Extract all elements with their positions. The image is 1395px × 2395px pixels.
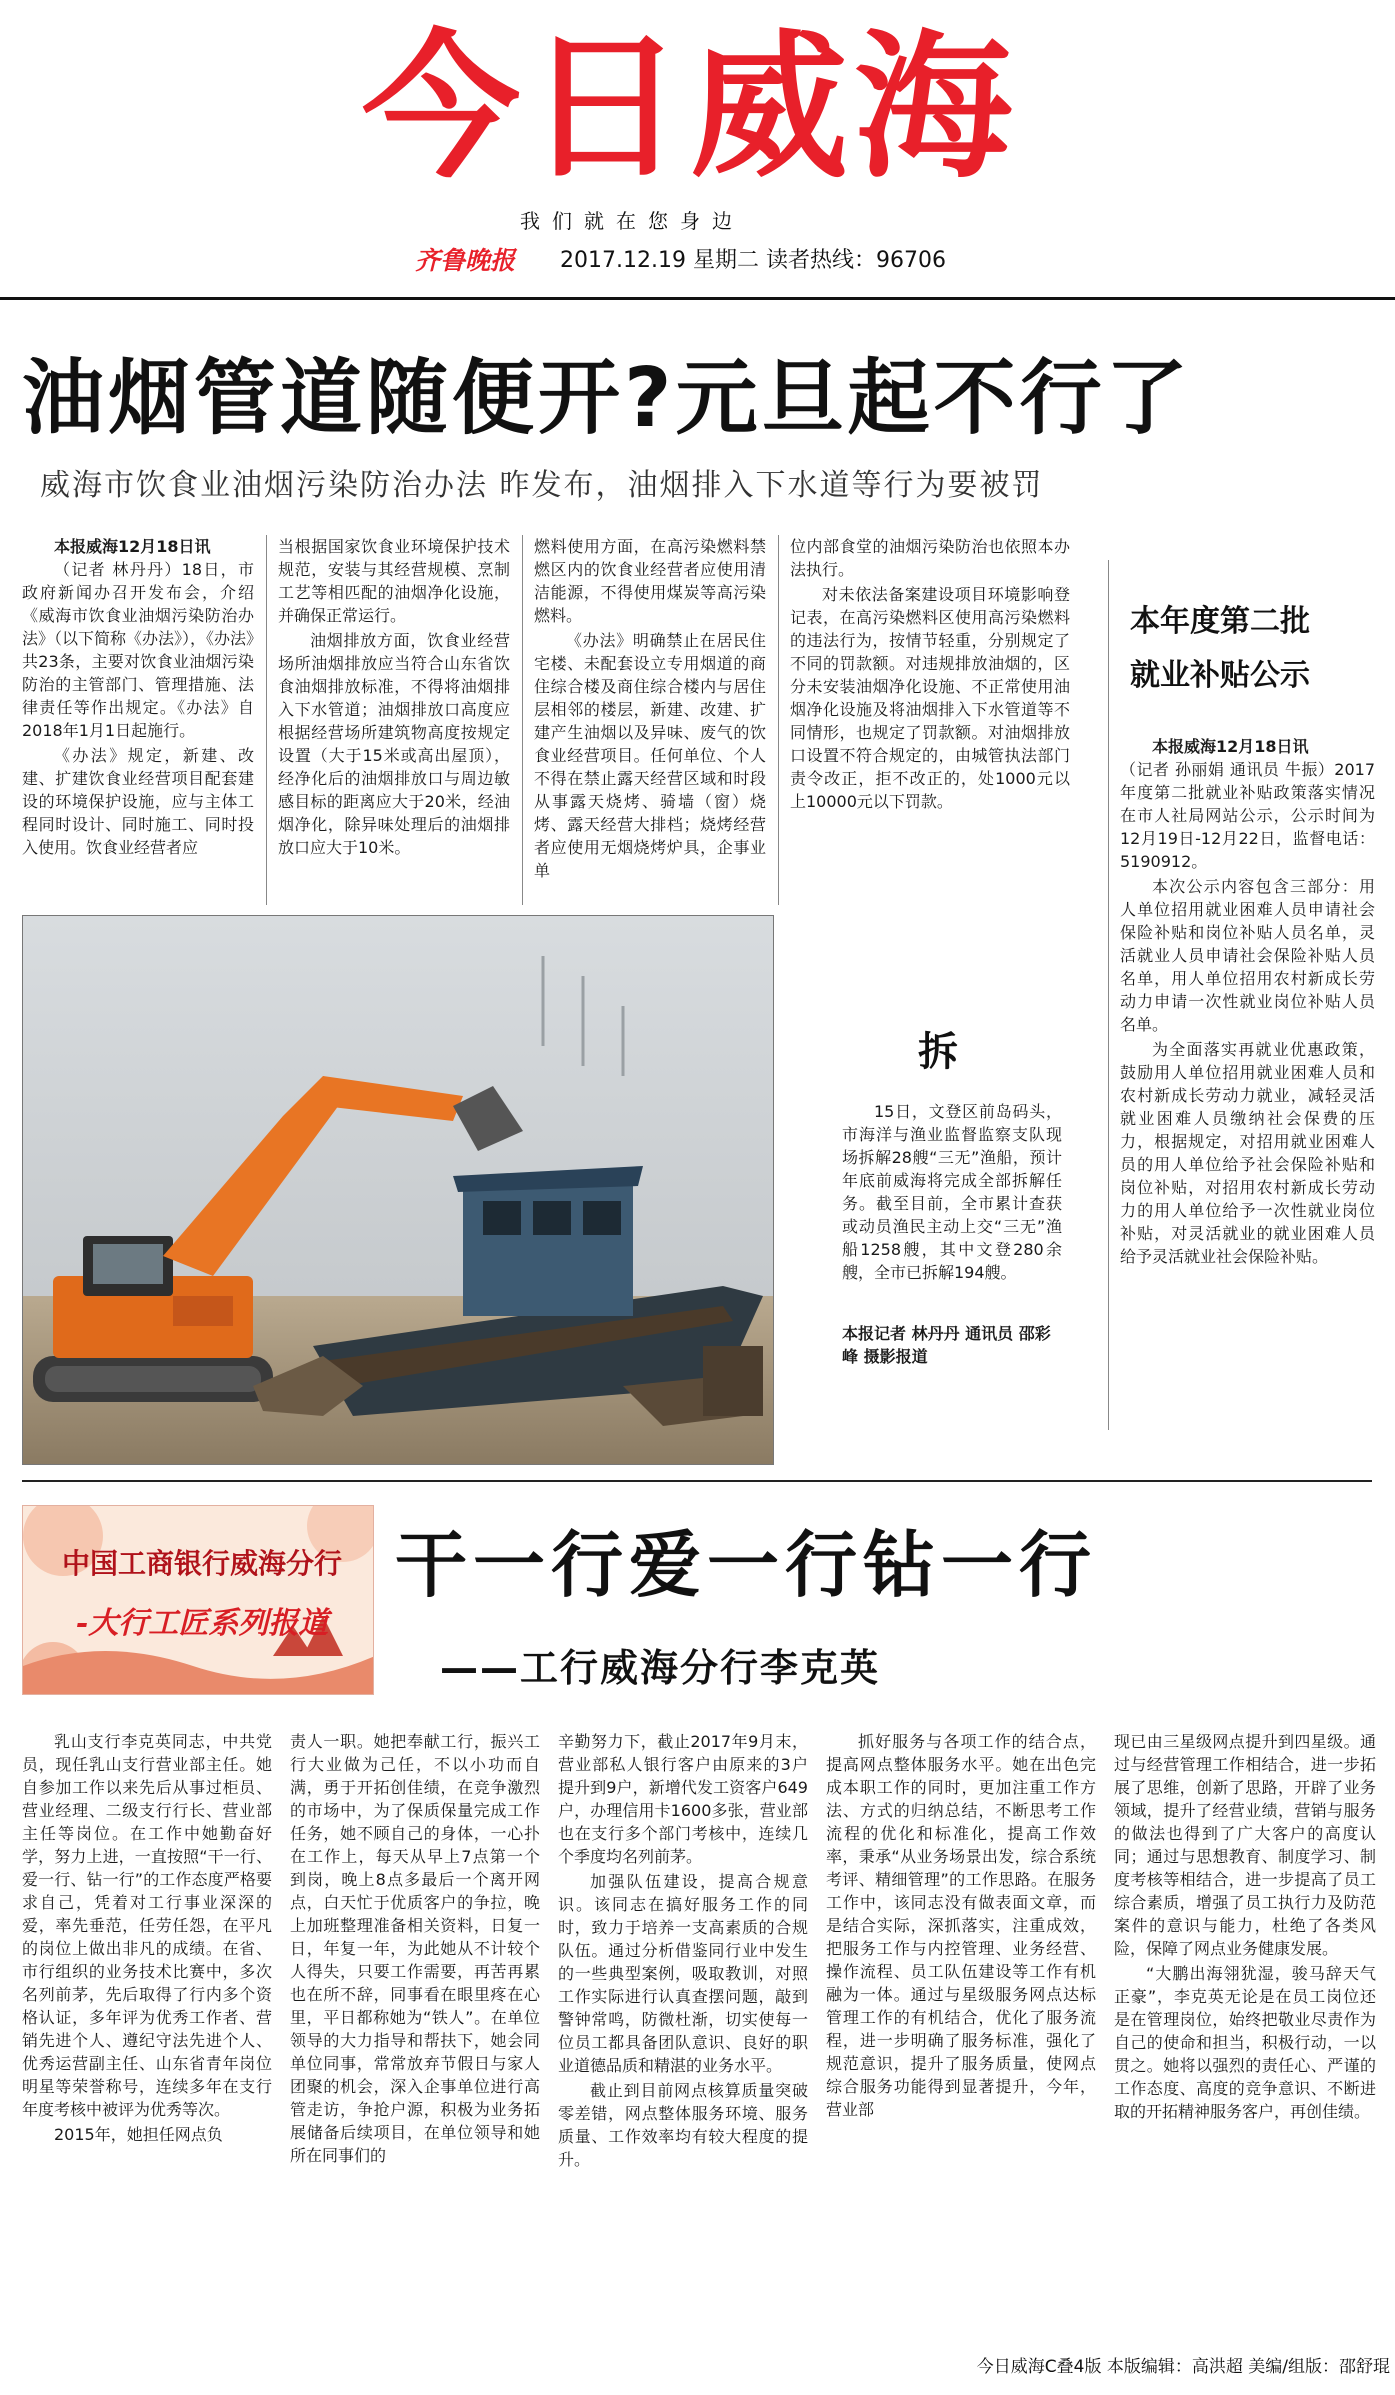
sidebar-paragraph: （记者 孙丽娟 通讯员 牛振）2017年度第二批就业补贴政策落实情况在市人社局网站公示，公示时间为12月19日-12月22日，监督电话：5190912。 bbox=[1120, 760, 1375, 871]
lead-column-3 bbox=[534, 535, 766, 905]
section-divider bbox=[22, 1480, 1372, 1482]
feature-paragraph: 现已由三星级网点提升到四星级。通过与经营管理工作相结合，进一步拓展了思维，创新了思路，开辟了业务领域，提升了经营业绩，营销与服务的做法也得到了广大客户的高度认同；通过与思想教育、制度学习、制度考核等相结合，进一步提高了员工综合素质，增强了员工执行力及防范案件的意识与能力，杜绝了各类风险，保障了网点业务健康发展。 bbox=[1114, 1732, 1376, 1958]
feature-subtitle: ——工行威海分行李克英 bbox=[440, 1646, 881, 1690]
lead-paragraph: 当根据国家饮食业环境保护技术规范，安装与其经营规模、烹制工艺等相匹配的油烟净化设施，并确保正常运行。 bbox=[278, 537, 510, 625]
page-footer: 今日威海C叠4版 本版编辑：高洪超 美编/组版：邵舒琨 bbox=[976, 2357, 1390, 2377]
lead-paragraph: （记者 林丹丹）18日，市政府新闻办召开发布会，介绍《威海市饮食业油烟污染防治办法》（以下简称《办法》），《办法》共23条，主要对饮食业油烟污染防治的主管部门、管理措施、法律责任等作出规定。《办法》自2018年1月1日起施行。 bbox=[22, 560, 254, 740]
sidebar-title-line: 本年度第二批 bbox=[1130, 604, 1310, 639]
feature-column-5 bbox=[1114, 1730, 1376, 2340]
lead-headline: 油烟管道随便开?元旦起不行了 bbox=[22, 351, 1192, 446]
feature-column-2 bbox=[290, 1730, 540, 2340]
date-line: 2017.12.19 星期二 读者热线：96706 bbox=[560, 248, 946, 273]
feature-column-4 bbox=[826, 1730, 1096, 2340]
feature-column-3 bbox=[558, 1730, 808, 2340]
feature-paragraph: 加强队伍建设，提高合规意识。该同志在搞好服务工作的同时，致力于培养一支高素质的合规队伍。通过分析借鉴同行业中发生的一些典型案例，吸取教训，对照工作实际进行认真查摆问题，敲到警钟常鸣，防微杜渐，切实使每一位员工都具备团队意识、良好的职业道德品质和精湛的业务水平。 bbox=[558, 1872, 808, 2075]
sidebar-body bbox=[1120, 735, 1375, 1435]
photo-caption-credit: 本报记者 林丹丹 通讯员 邵彩峰 摄影报道 bbox=[842, 1324, 1051, 1366]
sidebar-paragraph: 本次公示内容包含三部分：用人单位招用就业困难人员申请社会保险补贴和岗位补贴人员名单，灵活就业人员申请社会保险补贴人员名单，用人单位招用农村新成长劳动力申请一次性就业岗位补贴人员名单。 bbox=[1120, 877, 1375, 1034]
masthead-divider bbox=[0, 297, 1395, 300]
sidebar-title-line: 就业补贴公示 bbox=[1130, 658, 1310, 693]
lead-column-4 bbox=[790, 535, 1070, 905]
icbc-series-banner bbox=[22, 1505, 374, 1695]
sidebar-divider bbox=[1108, 560, 1109, 1430]
banner-bank-name: 中国工商银行威海分行 bbox=[61, 1547, 342, 1580]
column-divider bbox=[778, 535, 779, 905]
feature-title: 干一行爱一行钻一行 bbox=[395, 1523, 1098, 1607]
feature-paragraph: 辛勤努力下，截止2017年9月末，营业部私人银行客户由原来的3户提升到9户，新增代发工资客户649户，办理信用卡1600多张，营业部也在支行多个部门考核中，连续几个季度均名列前茅。 bbox=[558, 1732, 808, 1866]
lead-paragraph: 燃料使用方面，在高污染燃料禁燃区内的饮食业经营者应使用清洁能源，不得使用煤炭等高污染燃料。 bbox=[534, 537, 766, 625]
feature-paragraph: 2015年，她担任网点负 bbox=[54, 2125, 223, 2144]
masthead-slogan: 我们就在您身边 bbox=[520, 209, 744, 233]
sidebar-paragraph: 为全面落实再就业优惠政策，鼓励用人单位招用就业困难人员和农村新成长劳动力就业，减轻灵活就业困难人员缴纳社会保费的压力，根据规定，对招用就业困难人员的用人单位给予社会保险补贴和岗位补贴，对招用农村新成长劳动力的用人单位给予一次性就业岗位补贴，对灵活就业的就业困难人员给予灵活就业社会保险补贴。 bbox=[1120, 1040, 1375, 1266]
column-divider bbox=[266, 535, 267, 905]
lead-subhead: 威海市饮食业油烟污染防治办法 昨发布，油烟排入下水道等行为要被罚 bbox=[40, 468, 1044, 503]
photo-caption-title: 拆 bbox=[918, 1029, 958, 1075]
lead-byline: 本报威海12月18日讯 bbox=[54, 537, 211, 556]
sidebar-title bbox=[1130, 595, 1370, 705]
lead-paragraph: 《办法》规定，新建、改建、扩建饮食业经营项目配套建设的环境保护设施，应与主体工程同时设计、同时施工、同时投入使用。饮食业经营者应 bbox=[22, 746, 254, 857]
lead-paragraph: 油烟排放方面，饮食业经营场所油烟排放应当符合山东省饮食油烟排放标准，不得将油烟排入下水管道；油烟排放口高度应根据经营场所建筑物高度按规定设置（大于15米或高出屋顶），经净化后的油烟排放口与周边敏感目标的距离应大于20米，经油烟净化，除异味处理后的油烟排放口应大于10米。 bbox=[278, 631, 510, 857]
lead-column-1 bbox=[22, 535, 254, 905]
feature-paragraph: “大鹏出海翎犹湿，骏马辞天气正豪”，李克英无论是在员工岗位还是在管理岗位，始终把敬业尽责作为自己的使命和担当，积极行动，一以贯之。她将以强烈的责任心、严谨的工作态度、高度的竞争意识、不断进取的开拓精神服务客户，再创佳绩。 bbox=[1114, 1964, 1376, 2121]
lead-paragraph: 《办法》明确禁止在居民住宅楼、未配套设立专用烟道的商住综合楼及商住综合楼内与居住层相邻的楼层，新建、改建、扩建产生油烟以及异味、废气的饮食业经营项目。任何单位、个人不得在禁止露天经营区域和时段从事露天烧烤、骑墙（窗）烧烤、露天经营大排档；烧烤经营者应使用无烟烧烤炉具，企事业单 bbox=[534, 631, 766, 880]
photo-caption-text: 15日，文登区前岛码头，市海洋与渔业监督监察支队现场拆解28艘“三无”渔船，预计年底前威海将完成全部拆解任务。截至目前，全市累计查获或动员渔民主动上交“三无”渔船1258艘，其中文登280余艘，全市已拆解194艘。 bbox=[842, 1102, 1062, 1282]
feature-paragraph: 责人一职。她把奉献工行，振兴工行大业做为己任，不以小功而自满，勇于开拓创佳绩，在竞争激烈的市场中，为了保质保量完成工作任务，她不顾自己的身体，一心扑在工作上，每天从早上7点第一个到岗，晚上8点多最后一个离开网点，白天忙于优质客户的争拉，晚上加班整理准备相关资料，日复一日，年复一年，为此她从不计较个人得失，只要工作需要，再苦再累也在所不辞，同事看在眼里疼在心里，平日都称她为“铁人”。在单位领导的大力指导和帮扶下，她会同单位同事，常常放弃节假日与家人团聚的机会，深入企事单位进行高管走访，争抢户源，积极为业务拓展储备后续项目，在单位领导和她所在同事们的 bbox=[290, 1732, 540, 2165]
column-divider bbox=[522, 535, 523, 905]
lead-paragraph: 位内部食堂的油烟污染防治也依照本办法执行。 bbox=[790, 537, 1070, 579]
feature-column-1 bbox=[22, 1730, 272, 2340]
lead-column-2 bbox=[278, 535, 510, 905]
lead-paragraph: 对未依法备案建设项目环境影响登记表，在高污染燃料区使用高污染燃料的违法行为，按情节轻重，分别规定了不同的罚款额。对违规排放油烟的，区分未安装油烟净化设施、不正常使用油烟净化设施及将油烟排入下水管道等不同情形，也规定了罚款额。对油烟排放口设置不符合规定的，由城管执法部门责令改正，拒不改正的，处1000元以上10000元以下罚款。 bbox=[790, 585, 1070, 811]
feature-paragraph: 乳山支行李克英同志，中共党员，现任乳山支行营业部主任。她自参加工作以来先后从事过柜员、营业经理、二级支行行长、营业部主任等岗位。在工作中她勤奋好学，努力上进，一直按照“干一行、爱一行、钻一行”的工作态度严格要求自己，凭着对工行事业深深的爱，率先垂范，任劳任怨，在平凡的岗位上做出非凡的成绩。在省、市行组织的业务技术比赛中，多次名列前茅，先后取得了行内多个资格认证，多年评为优秀工作者、营销先进个人、遵纪守法先进个人、优秀运营副主任、山东省青年岗位明星等荣誉称号，连续多年在支行年度考核中被评为优秀等次。 bbox=[22, 1732, 272, 2119]
banner-series-name: -大行工匠系列报道 bbox=[75, 1606, 329, 1641]
feature-paragraph: 截止到目前网点核算质量突破零差错，网点整体服务环境、服务质量、工作效率均有较大程度的提升。 bbox=[558, 2081, 808, 2169]
feature-paragraph: 抓好服务与各项工作的结合点，提高网点整体服务水平。她在出色完成本职工作的同时，更加注重工作方法、方式的归纳总结，不断思考工作流程的优化和标准化，提高工作效率，秉承“从业务场景出发，综合系统考评、精细管理”的工作思路。在服务工作中，该同志没有做表面文章，而是结合实际，深抓落实，注重成效，把服务工作与内控管理、业务经营、操作流程、员工队伍建设等工作有机融为一体。通过与星级服务网点达标管理工作的有机结合，优化了服务流程，进一步明确了服务标准，强化了规范意识，提升了服务质量，使网点综合服务功能得到显著提升，今年，营业部 bbox=[826, 1732, 1096, 2119]
sidebar-byline: 本报威海12月18日讯 bbox=[1152, 737, 1309, 756]
masthead-title: 今日威海 bbox=[362, 16, 1018, 200]
boat-demolition-photo bbox=[22, 915, 774, 1465]
paper-name: 齐鲁晚报 bbox=[415, 246, 516, 275]
